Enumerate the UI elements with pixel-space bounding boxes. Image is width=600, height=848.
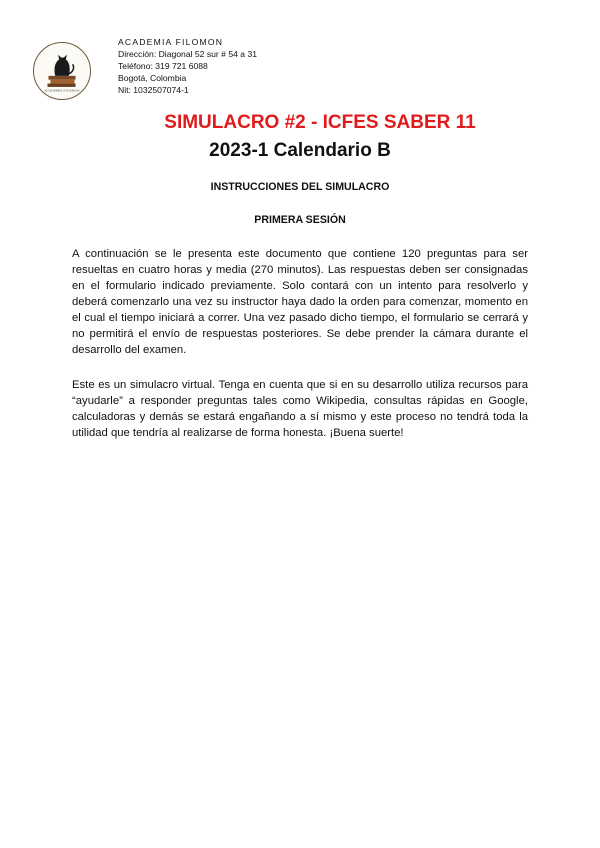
- academy-name: ACADEMIA FILOMON: [118, 37, 224, 47]
- academy-address: Dirección: Diagonal 52 sur # 54 a 31: [118, 49, 258, 59]
- instructions-paragraph-2: Este es un simulacro virtual. Tenga en cuenta que si en su desarrollo utiliza recursos para “ayudarle” a responder preguntas tales como Wikipedia, consultas rápidas en Google, calculadoras y demás se estará engañando a sí mismo y este proceso no tendrá toda la utilidad que tendría al realizarse de forma honesta. ¡Buena suerte!: [72, 379, 528, 439]
- instructions-paragraph-1: A continuación se le presenta este documento que contiene 120 preguntas para ser resueltas en cuatro horas y media (270 minutos). Las respuestas deben ser consignadas en el formulario indicado previamente. Solo contará con un intento para resolverlo y deberá comenzarlo una vez su instructor haya dado la orden para comenzar, momento en el cual el tiempo iniciará a correr. Una vez pasado dicho tiempo, el formulario se cerrará y no permitirá el envío de respuestas posteriores. Se debe prender la cámara durante el desarrollo del examen.: [72, 248, 528, 356]
- cat-on-books-icon: [34, 43, 90, 99]
- academy-header: [118, 36, 257, 96]
- instructions-heading: INSTRUCCIONES DEL SIMULACRO: [210, 181, 390, 193]
- academy-city: Bogotá, Colombia: [118, 73, 187, 83]
- academy-phone: Teléfono: 319 721 6088: [118, 61, 208, 71]
- document-subtitle: 2023-1 Calendario B: [209, 140, 391, 161]
- session-heading: PRIMERA SESIÓN: [254, 214, 346, 226]
- academy-logo: [33, 42, 91, 100]
- logo-text: ACADEMIA FILOMON: [44, 88, 80, 93]
- document-title: SIMULACRO #2 - ICFES SABER 11: [164, 112, 476, 133]
- academy-nit: Nit: 1032507074-1: [118, 85, 189, 95]
